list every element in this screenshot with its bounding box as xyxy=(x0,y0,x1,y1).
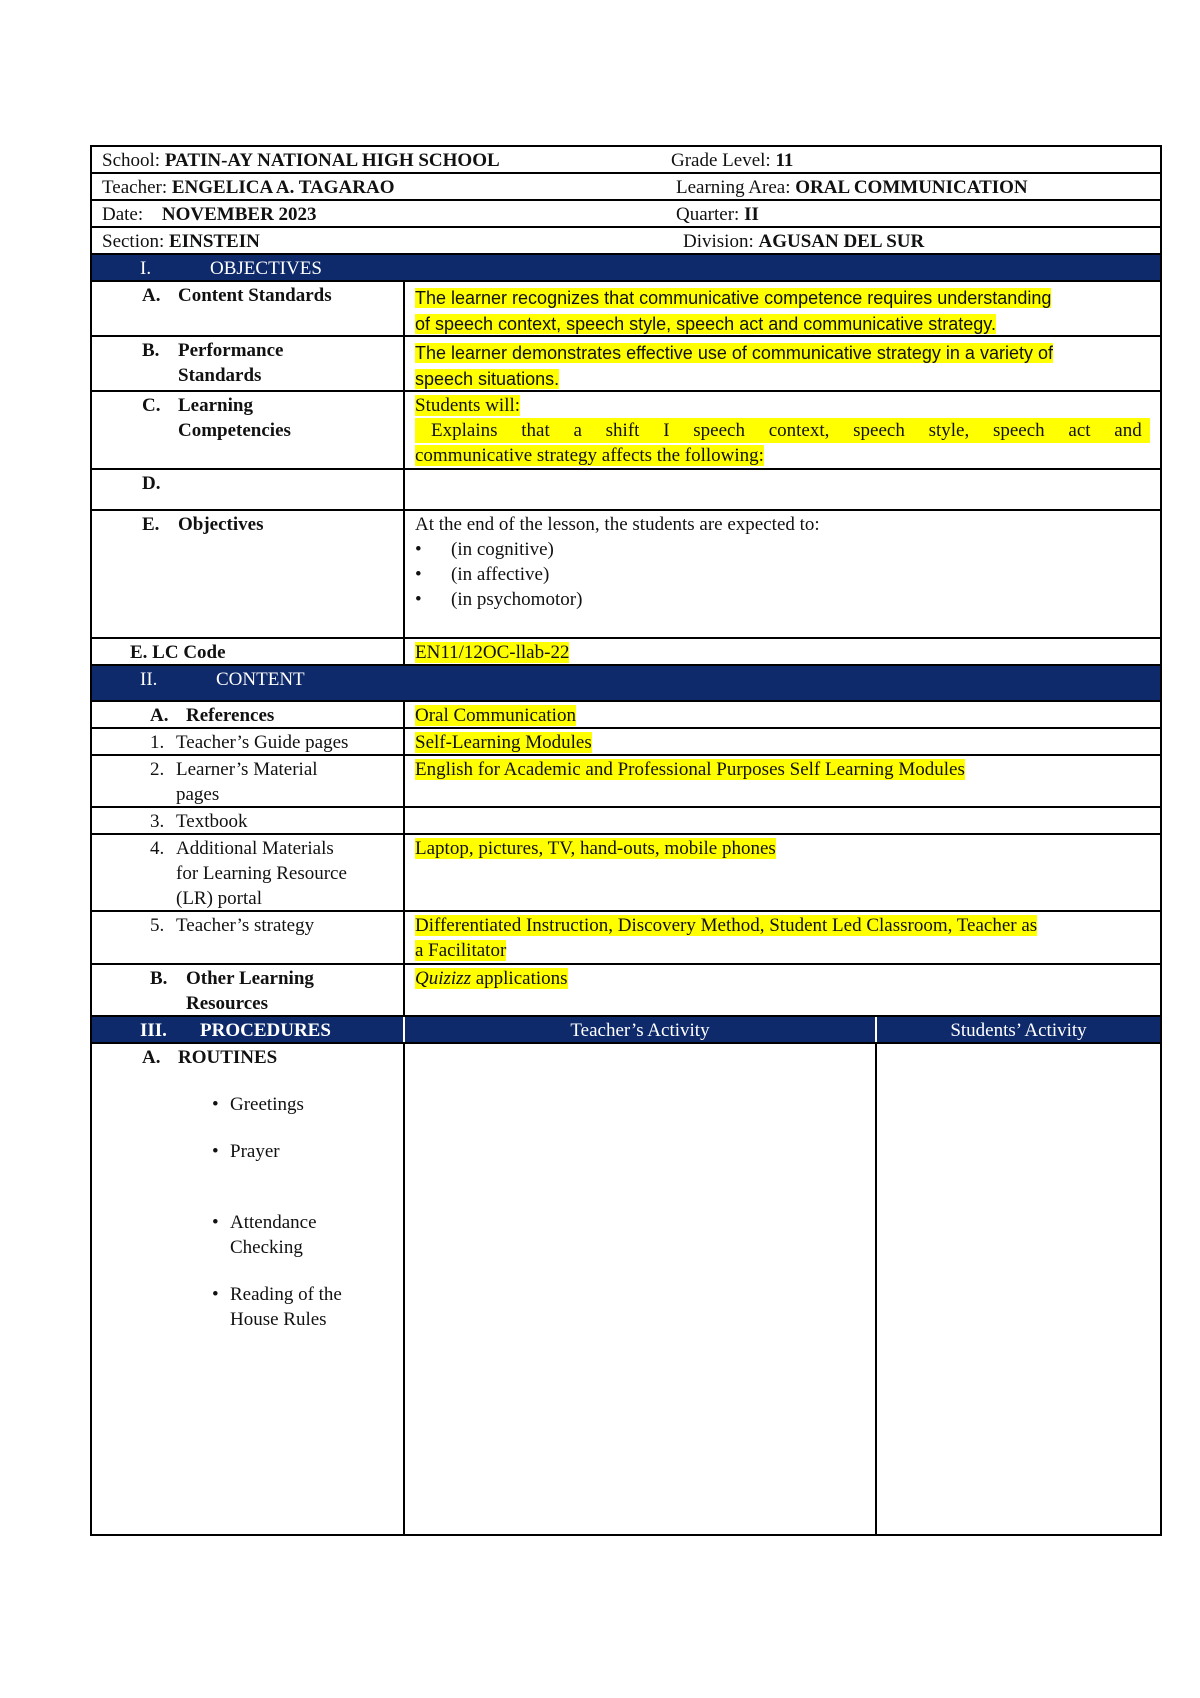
lc-code-row xyxy=(92,639,1160,666)
list-item: • Prayer xyxy=(212,1141,280,1162)
objective-bullet: • (in affective) xyxy=(415,564,550,585)
students-activity-header: Students’ Activity xyxy=(950,1020,1087,1041)
list-item: 1. Teacher’s Guide pages Self-Learning Modules xyxy=(92,729,1160,756)
grade-label: Grade Level: xyxy=(671,150,771,171)
procedures-heading-row xyxy=(92,1017,1160,1044)
objectives-label: Objectives xyxy=(178,514,264,535)
area-value: ORAL COMMUNICATION xyxy=(795,177,1028,198)
learning-competencies-label-1: Learning xyxy=(178,395,253,416)
teachers-strategy-label: Teacher’s strategy xyxy=(176,915,315,936)
bullet-icon: • xyxy=(212,1094,219,1115)
routines-label: ROUTINES xyxy=(178,1047,278,1068)
objectives-num: I. xyxy=(140,258,152,279)
objective-bullet: • (in cognitive) xyxy=(415,539,554,560)
header-row-school xyxy=(92,147,1160,174)
header-row-teacher xyxy=(92,174,1160,201)
learning-competencies-row: C. Learning Competencies Students will: Explains that a shift I speech context, speech style, speech act and communicative strategy affects the following: xyxy=(92,392,1160,470)
division-label: Division: xyxy=(683,231,754,252)
bullet-icon: • xyxy=(212,1212,219,1233)
teacher-value: ENGELICA A. TAGARAO xyxy=(171,177,395,198)
grade-value: 11 xyxy=(775,150,794,171)
header-row-section xyxy=(92,228,1160,255)
lc-code-label: E. LC Code xyxy=(92,639,405,664)
content-heading-row xyxy=(92,666,1160,702)
bullet-icon: • xyxy=(415,539,422,560)
students-activity-cell xyxy=(877,1044,1160,1534)
list-item: 3. Textbook xyxy=(92,808,1160,835)
references-row: A. References Oral Communication xyxy=(92,702,1160,729)
teacher-activity-header: Teacher’s Activity xyxy=(405,1017,877,1042)
section-value: EINSTEIN xyxy=(169,231,260,252)
other-resources-value: Quizizz applications xyxy=(415,968,568,989)
other-resources-label-2: Resources xyxy=(186,993,268,1014)
performance-standards-row: B. Performance Standards The learner demonstrates effective use of communicative strategy in a variety of speech situations. xyxy=(92,337,1160,392)
learning-competencies-text-2: Explains that a shift I speech context, speech style, speech act and xyxy=(415,418,1150,443)
other-resources-row: B. Other Learning Resources Quizizz applications xyxy=(92,965,1160,1017)
references-value: Oral Communication xyxy=(415,705,576,726)
additional-materials-value: Laptop, pictures, TV, hand-outs, mobile phones xyxy=(415,838,776,859)
performance-standards-label-2: Standards xyxy=(178,365,262,386)
objectives-intro: At the end of the lesson, the students are expected to: xyxy=(415,514,820,535)
performance-standards-text-1: The learner demonstrates effective use of communicative strategy in a variety of xyxy=(415,343,1053,363)
area-label: Learning Area: xyxy=(676,177,791,198)
list-item: • Attendance Checking xyxy=(212,1212,317,1258)
textbook-label: Textbook xyxy=(176,811,248,832)
section-label: Section: xyxy=(102,231,165,252)
performance-standards-label-1: Performance xyxy=(178,340,284,361)
teacher-label: Teacher: xyxy=(102,177,168,198)
content-title: CONTENT xyxy=(216,669,305,690)
date-value: NOVEMBER 2023 xyxy=(161,204,317,225)
list-item: 5. Teacher’s strategy Differentiated Instruction, Discovery Method, Student Led Classroom, Teacher as a Facilitator xyxy=(92,912,1160,965)
teachers-strategy-value-1: Differentiated Instruction, Discovery Method, Student Led Classroom, Teacher as xyxy=(415,915,1038,936)
quarter-value: II xyxy=(744,204,759,225)
content-standards-text-1: The learner recognizes that communicative competence requires understanding xyxy=(415,288,1052,308)
objectives-heading-row xyxy=(92,255,1160,282)
procedures-title: PROCEDURES xyxy=(200,1020,331,1041)
learners-material-label: Learner’s Material xyxy=(176,759,318,780)
learners-material-value: English for Academic and Professional Purposes Self Learning Modules xyxy=(415,759,965,780)
procedures-num: III. xyxy=(140,1020,167,1041)
quarter-label: Quarter: xyxy=(676,204,740,225)
content-num: II. xyxy=(140,669,158,690)
teacher-activity-cell xyxy=(405,1044,877,1534)
date-label: Date: xyxy=(102,204,144,225)
d-letter: D. xyxy=(142,473,161,494)
references-label: References xyxy=(186,705,275,726)
list-item: • Greetings xyxy=(212,1094,304,1115)
teachers-strategy-value-2: a Facilitator xyxy=(415,940,507,961)
additional-materials-label: Additional Materials xyxy=(176,838,334,859)
performance-standards-text-2: speech situations. xyxy=(415,369,560,389)
bullet-icon: • xyxy=(212,1141,219,1162)
division-value: AGUSAN DEL SUR xyxy=(758,231,925,252)
list-item: 2. Learner’s Material pages English for Academic and Professional Purposes Self Learning Modules xyxy=(92,756,1160,808)
header-row-date xyxy=(92,201,1160,228)
school-value: PATIN-AY NATIONAL HIGH SCHOOL xyxy=(164,150,500,171)
content-standards-text-2: of speech context, speech style, speech act and communicative strategy. xyxy=(415,314,996,334)
teachers-guide-value: Self-Learning Modules xyxy=(415,732,592,753)
content-standards-row: A. Content Standards The learner recognizes that communicative competence requires understanding of speech context, speech style, speech act and communicative strategy. xyxy=(92,282,1160,337)
learning-competencies-text-3: communicative strategy affects the following: xyxy=(415,445,764,466)
content-standards-label: Content Standards xyxy=(178,285,332,306)
bullet-icon: • xyxy=(212,1284,219,1305)
objectives-title: OBJECTIVES xyxy=(210,258,322,279)
bullet-icon: • xyxy=(415,564,422,585)
school-label: School: xyxy=(102,150,161,171)
list-item: 4. Additional Materials for Learning Resource (LR) portal Laptop, pictures, TV, hand-outs, mobile phones xyxy=(92,835,1160,912)
bullet-icon: • xyxy=(415,589,422,610)
teachers-guide-label: Teacher’s Guide pages xyxy=(176,732,349,753)
other-resources-label-1: Other Learning xyxy=(186,968,314,989)
learning-competencies-text-1: Students will: xyxy=(415,395,521,416)
list-item: • Reading of the House Rules xyxy=(212,1284,342,1330)
d-row xyxy=(92,470,1160,511)
lesson-plan-table xyxy=(90,145,1162,1536)
objective-bullet: • (in psychomotor) xyxy=(415,589,583,610)
objectives-row: E. Objectives At the end of the lesson, the students are expected to: • (in cognitive) • (in affective) • (in psychomotor) xyxy=(92,511,1160,639)
lc-code-value: EN11/12OC-llab-22 xyxy=(415,642,570,663)
routines-row: A. ROUTINES • Greetings • Prayer • Attendance Checking • Reading of the House Rules xyxy=(92,1044,1160,1534)
learning-competencies-label-2: Competencies xyxy=(178,420,291,441)
